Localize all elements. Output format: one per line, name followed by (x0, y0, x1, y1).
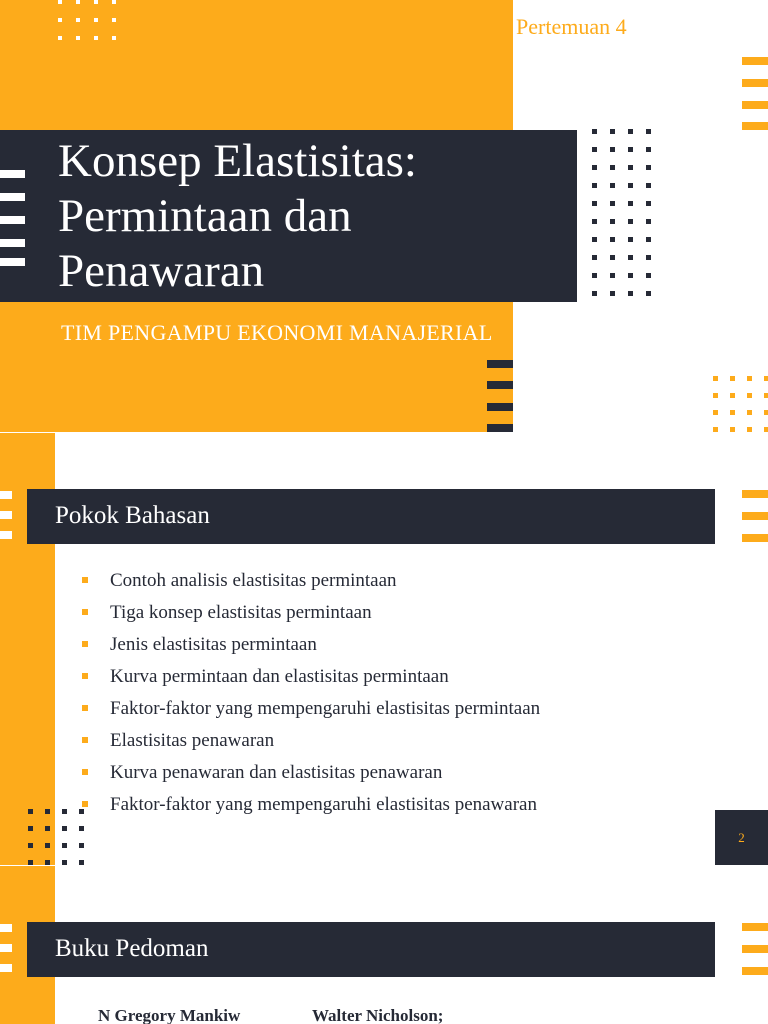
slide-title (58, 134, 417, 299)
title-line: Permintaan dan (58, 190, 352, 242)
list-item: Tiga konsep elastisitas permintaan (82, 597, 540, 629)
subtitle-clip (0, 318, 513, 352)
list-item: Kurva penawaran dan elastisitas penawaran (82, 757, 540, 789)
author-name: Walter Nicholson; (312, 1006, 444, 1024)
meeting-label: Pertemuan 4 (516, 14, 627, 39)
list-item: Kurva permintaan dan elastisitas permintaan (82, 661, 540, 693)
decorative-dot-grid (58, 0, 116, 40)
agenda-slide (0, 433, 768, 865)
decorative-dot-grid (592, 129, 651, 296)
page-number: 2 (715, 810, 768, 865)
reference-slide (0, 866, 768, 1024)
list-item: Faktor-faktor yang mempengaruhi elastisitas penawaran (82, 789, 540, 821)
title-line: Konsep Elastisitas: (58, 135, 417, 187)
topic-list (82, 565, 540, 821)
slide-subtitle: TIM PENGAMPU EKONOMI MANAJERIAL (61, 320, 493, 345)
section-heading: Buku Pedoman (55, 935, 209, 962)
list-item: Jenis elastisitas permintaan (82, 629, 540, 661)
decorative-dot-grid (713, 376, 768, 432)
list-item: Elastisitas penawaran (82, 725, 540, 757)
author-name: N Gregory Mankiw (98, 1006, 241, 1024)
section-heading: Pokok Bahasan (55, 502, 210, 529)
list-item: Contoh analisis elastisitas permintaan (82, 565, 540, 597)
list-item: Faktor-faktor yang mempengaruhi elastisitas permintaan (82, 693, 540, 725)
section-heading-bar (27, 922, 715, 977)
section-heading-bar (27, 489, 715, 544)
decorative-dot-grid (28, 809, 84, 865)
title-line: Penawaran (58, 245, 265, 297)
title-slide (0, 0, 768, 432)
